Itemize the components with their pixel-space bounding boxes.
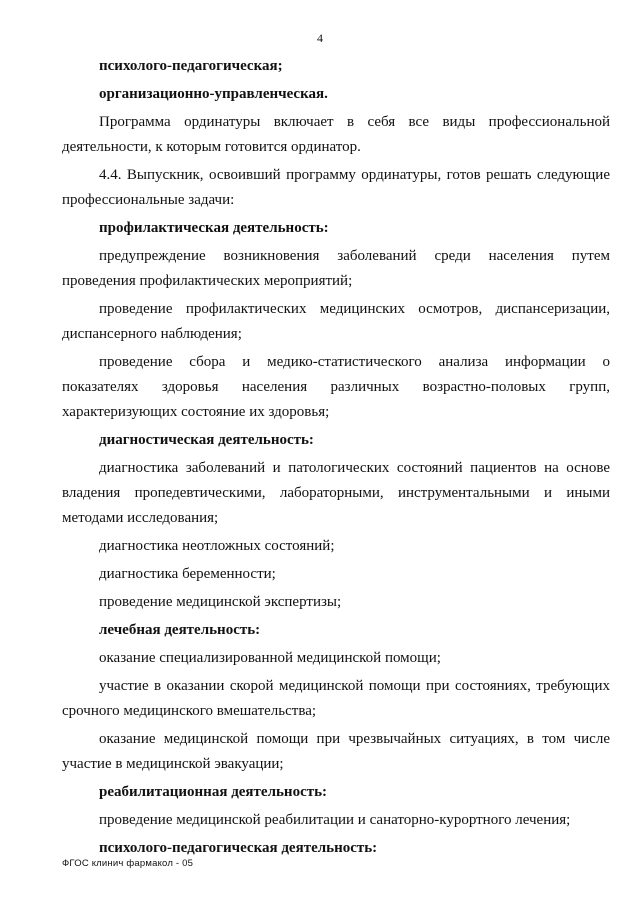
paragraph: диагностика беременности; [99, 566, 276, 582]
section-heading: диагностическая деятельность: [99, 432, 314, 448]
paragraph: проведение медицинской экспертизы; [99, 594, 342, 610]
paragraph: проведение медицинской реабилитации и санаторно-курортного лечения; [99, 812, 571, 828]
list-item-bold: психолого-педагогическая; [99, 58, 283, 74]
section-heading: реабилитационная деятельность: [99, 784, 328, 800]
paragraph: диагностика неотложных состояний; [99, 538, 335, 554]
paragraph: участие в оказании скорой медицинской помощи при состояниях, требующих срочного медицинского вмешательства; [62, 678, 610, 719]
footer-note: ФГОС клинич фармакол - 05 [62, 858, 194, 869]
paragraph: диагностика заболеваний и патологических состояний пациентов на основе владения пропедевтическими, лабораторными, инструментальными и иными методами исследования; [62, 460, 610, 526]
document-body [62, 54, 610, 861]
paragraph: предупреждение возникновения заболеваний среди населения путем проведения профилактических мероприятий; [62, 248, 610, 289]
section-heading: профилактическая деятельность: [99, 220, 329, 236]
paragraph: оказание медицинской помощи при чрезвычайных ситуациях, в том числе участие в медицинской эвакуации; [62, 731, 610, 772]
page-number: 4 [317, 31, 323, 45]
paragraph: проведение профилактических медицинских осмотров, диспансеризации, диспансерного наблюдения; [62, 301, 610, 342]
list-item-bold: организационно-управленческая. [99, 86, 328, 102]
paragraph: оказание специализированной медицинской помощи; [99, 650, 441, 666]
section-heading: психолого-педагогическая деятельность: [99, 840, 378, 856]
section-heading: лечебная деятельность: [99, 622, 261, 638]
paragraph: Программа ординатуры включает в себя все виды профессиональной деятельности, к которым готовится ординатор. [62, 114, 610, 155]
paragraph: 4.4. Выпускник, освоивший программу ординатуры, готов решать следующие профессиональные задачи: [62, 167, 610, 208]
paragraph: проведение сбора и медико-статистического анализа информации о показателях здоровья населения различных возрастно-половых групп, характеризующих состояние их здоровья; [62, 354, 610, 420]
